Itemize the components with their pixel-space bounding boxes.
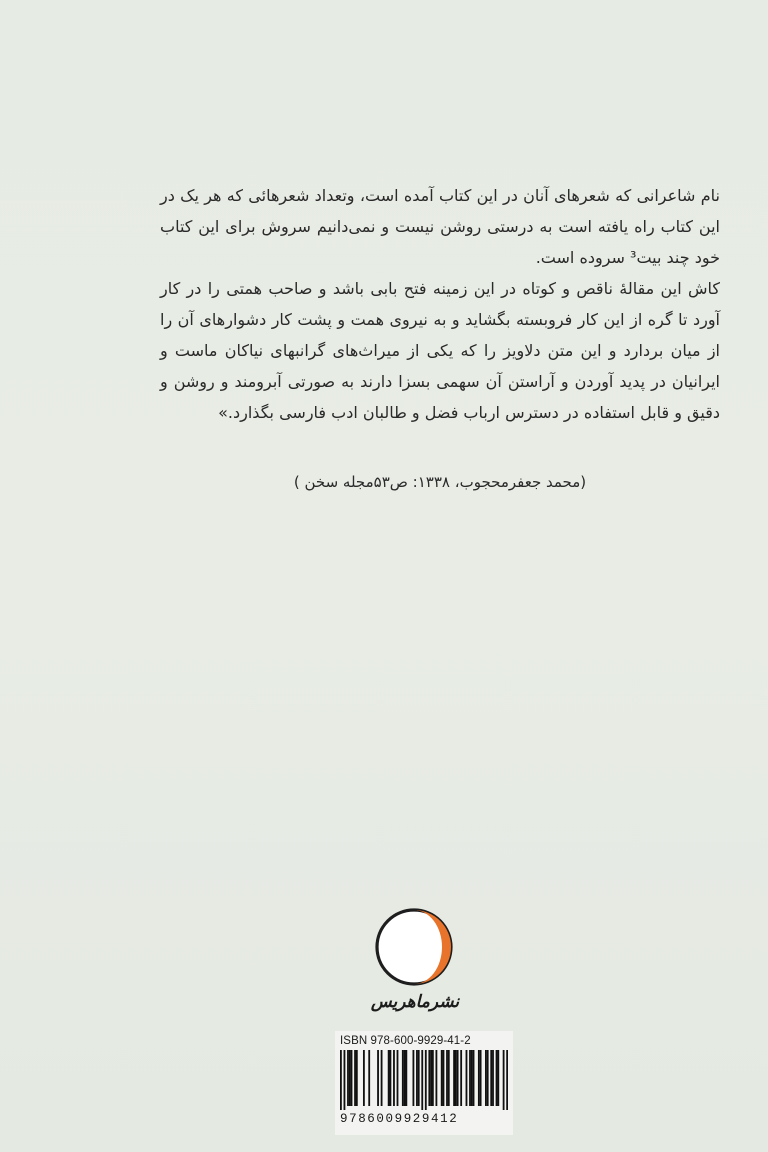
citation: (محمد جعفرمحجوب، ۱۳۳۸: ص۵۳مجله سخن ): [293, 473, 587, 491]
barcode-bar: [480, 1050, 482, 1106]
barcode-bar: [356, 1050, 358, 1106]
barcode-bar: [506, 1050, 508, 1110]
barcode-bar: [443, 1050, 445, 1106]
barcode-bar: [496, 1050, 498, 1106]
barcode-bar: [485, 1050, 487, 1106]
barcode-bar: [402, 1050, 404, 1106]
barcode-bar: [460, 1050, 462, 1106]
barcode-bar: [487, 1050, 489, 1106]
barcode-bar: [390, 1050, 392, 1106]
barcode-bar: [435, 1050, 437, 1106]
publisher-logo: [368, 905, 460, 1005]
barcode-bar: [457, 1050, 459, 1106]
barcode-bar: [455, 1050, 457, 1106]
barcode-bar: [432, 1050, 434, 1106]
barcode-bar: [471, 1050, 473, 1106]
barcode-bar: [351, 1050, 353, 1106]
barcode-bar: [344, 1050, 346, 1110]
barcode-bar: [340, 1050, 342, 1110]
barcode-bar: [473, 1050, 475, 1106]
barcode-bar: [347, 1050, 349, 1106]
barcode-bar: [446, 1050, 448, 1106]
barcode-bar: [503, 1050, 505, 1110]
barcode-bar: [405, 1050, 407, 1106]
paragraph-2: کاش این مقالهٔ ناقص و کوتاه در این زمینه فتح بابی باشد و صاحب همتی را در کار آورد تا گره از این کار فروبسته بگشاید و به نیروی همت و پشت کار دشوارهای آن را از میان بردارد و این متن دلاویز را که یکی از میراث‌های گرانبهای نیاکان ماست و ایرانیان در پدید آوردن و آراستن آن سهمی بسزا دارند به صورتی آبرومند و روشن و دقیق و قابل استفاده در دسترس ارباب فضل و طالبان ادب فارسی بگذارد.»: [160, 279, 720, 422]
barcode-bar: [492, 1050, 494, 1106]
barcode-bar: [413, 1050, 415, 1106]
barcode-bar: [466, 1050, 468, 1106]
barcode-bar: [397, 1050, 399, 1106]
barcode-bar: [430, 1050, 432, 1106]
barcode-bar: [393, 1050, 395, 1106]
barcode-bar: [453, 1050, 455, 1106]
barcode-bar: [490, 1050, 492, 1106]
barcode-bar: [425, 1050, 427, 1110]
barcode-bar: [349, 1050, 351, 1106]
barcode-digits: 9786009929412: [340, 1112, 459, 1126]
paragraph-1: نام شاعرانی که شعرهای آنان در این کتاب آمده است، وتعداد شعرهائی که هر یک در این کتاب راه یافته است به درستی روشن نیست و نمی‌دانیم سروش برای این کتاب خود چند بیت³ سروده است.: [160, 186, 720, 267]
barcode-bar: [469, 1050, 471, 1106]
barcode-bar: [377, 1050, 379, 1106]
barcode-bar: [368, 1050, 370, 1106]
barcode-bar: [404, 1050, 406, 1106]
passage-text: [160, 180, 720, 428]
barcode-bar: [363, 1050, 365, 1106]
barcode-bar: [497, 1050, 499, 1106]
barcode-bar: [421, 1050, 423, 1110]
barcode-bar: [381, 1050, 383, 1106]
barcode-bar: [448, 1050, 450, 1106]
barcode-bar: [388, 1050, 390, 1106]
barcode-bar: [478, 1050, 480, 1106]
publisher-name: نشرماهریس: [370, 992, 460, 1012]
isbn-label: ISBN 978-600-9929-41-2: [340, 1035, 471, 1047]
barcode-bar: [416, 1050, 418, 1106]
barcode-bar: [354, 1050, 356, 1106]
barcode: [340, 1050, 508, 1110]
crescent-logo-icon: [368, 905, 460, 997]
barcode-bar: [418, 1050, 420, 1106]
barcode-bar: [441, 1050, 443, 1106]
barcode-bar: [428, 1050, 430, 1106]
